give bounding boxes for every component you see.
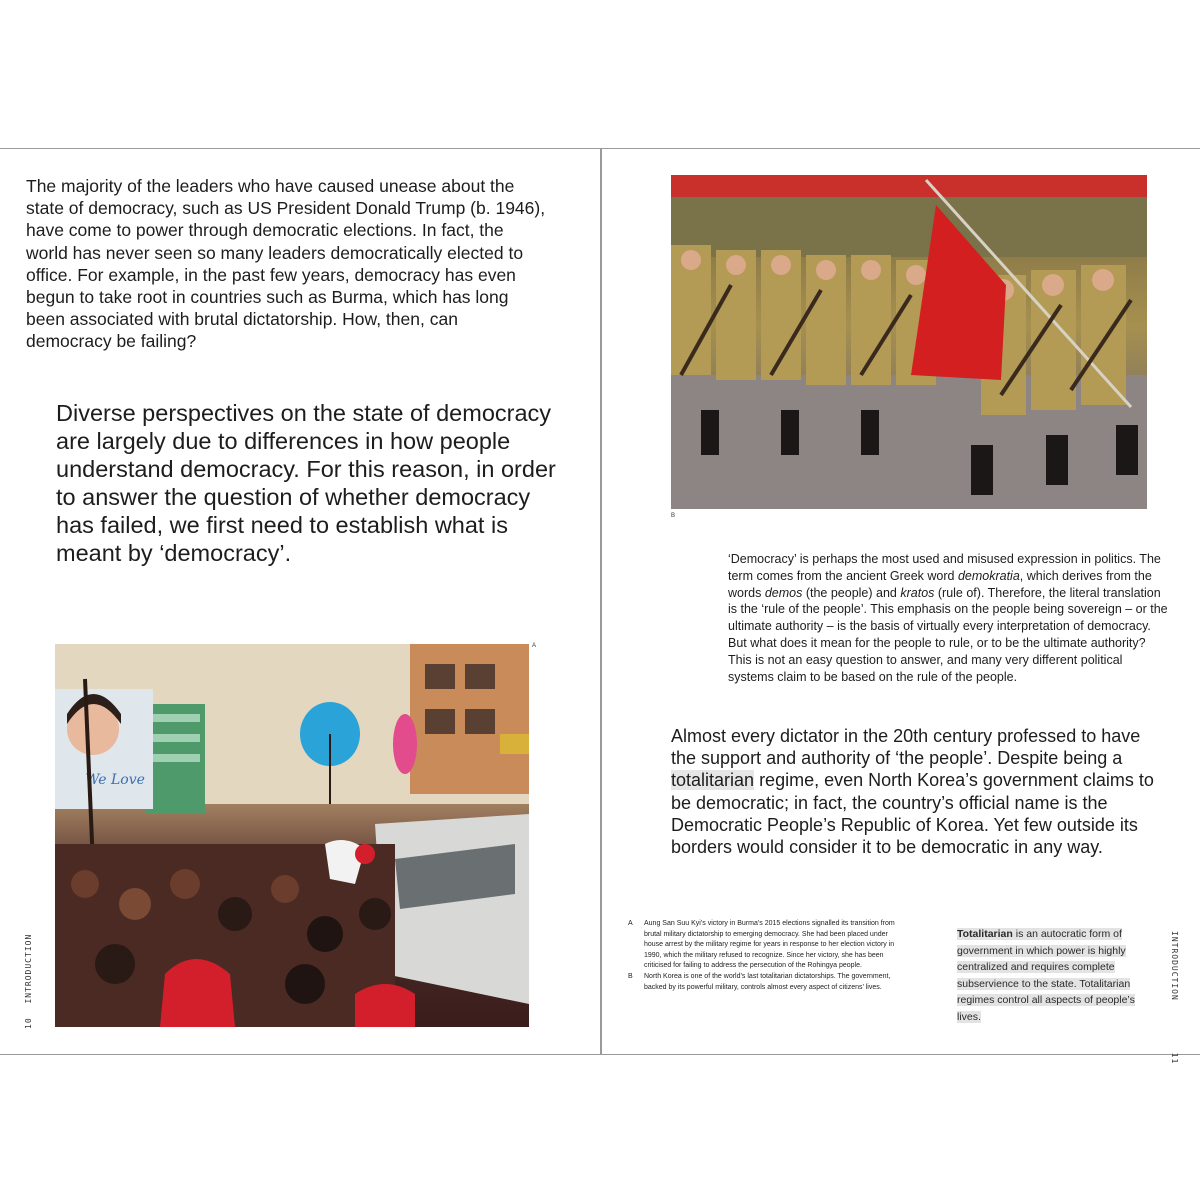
term-kratos: kratos xyxy=(900,585,935,600)
left-page xyxy=(0,149,602,1054)
photo-a-letter: A xyxy=(532,643,537,649)
pull-quote: Diverse perspectives on the state of democracy are largely due to differences in how people understand democracy. For this reason, in order to answer the question of whether democracy has failed, we first need to establish what is meant by ‘democracy’. xyxy=(56,400,556,566)
page-number-right: 11 xyxy=(1170,1052,1179,1065)
photo-north-korea-parade-illustration xyxy=(671,175,1147,509)
book-spread xyxy=(0,148,1200,1065)
photo-burma-rally-illustration xyxy=(55,644,529,1027)
definition-text: is an autocratic form of government in which power is highly centralized and requires complete subservience to the state. Totalitarian regimes control all aspects of people’s lives. xyxy=(957,928,1135,1023)
caption-a xyxy=(628,919,898,972)
running-head-left: INTRODUCTION xyxy=(24,933,33,1004)
term-demos: demos xyxy=(764,585,803,600)
body-segment-2: , which derives from the words xyxy=(728,568,1152,600)
term-demokratia: demokratia xyxy=(957,568,1020,583)
large-text-after: regime, even North Korea’s government claims to be democratic; in fact, the country’s official name is the Democratic People’s Republic of Korea. Yet few outside its borders would consider it to be democratic in any way. xyxy=(671,770,1154,858)
photo-captions xyxy=(628,919,898,993)
caption-a-letter: A xyxy=(628,920,633,927)
banner-text: We Love xyxy=(85,772,145,788)
body-segment-4: (rule of). Therefore, the literal translation is the ‘rule of the people’. This emphasis on the people being sovereign – or the ultimate authority – is the basis of virtually every interpretation of democracy. But what does it mean for the people to rule, or to be the ultimate authority? This is not an easy question to answer, and many very different political systems claim to be based on the rule of the people. xyxy=(728,585,1168,684)
photo-burma-rally xyxy=(55,644,529,1027)
right-page xyxy=(601,149,1200,1065)
folio-left xyxy=(24,934,33,1029)
left-body-text: The majority of the leaders who have caused unease about the state of democracy, such as US President Donald Trump (b. 1946), have come to power through democratic elections. In fact, the world has never seen so many leaders democratically elected to office. For example, in the past few years, democracy has even begun to take root in countries such as Burma, which has long been associated with brutal dictatorship. How, then, can democracy be failing? xyxy=(26,176,546,352)
large-text-before: Almost every dictator in the 20th century professed to have the support and authority of ‘the people’. Despite being a xyxy=(671,726,1141,769)
right-large-text xyxy=(671,725,1161,858)
body-segment-1: ‘Democracy’ is perhaps the most used and misused expression in politics. The term comes from the ancient Greek word xyxy=(728,552,1161,583)
photo-b-letter: B xyxy=(671,513,676,519)
glossary-link-totalitarian[interactable]: totalitarian xyxy=(671,770,755,791)
glossary-definition xyxy=(957,926,1147,1026)
caption-b-text: North Korea is one of the world’s last totalitarian dictatorships. The government, backed by its powerful military, controls almost every aspect of citizens’ lives. xyxy=(644,972,891,991)
caption-b xyxy=(628,972,898,993)
right-body-text xyxy=(728,551,1168,685)
definition-term: Totalitarian xyxy=(957,928,1013,940)
caption-a-text: Aung San Suu Kyi’s victory in Burma’s 2015 elections signalled its transition from brutal military dictatorship to emerging democracy. She had been placed under house arrest by the military regime for years in response to her election victory in 1990, which the military refused to recognize. Since her victory, she has been criticised for failing to address the persecution of the Rohingya people. xyxy=(644,920,895,970)
body-segment-3: (the people) and xyxy=(802,585,901,600)
folio-right xyxy=(1170,931,1179,1064)
photo-north-korea-parade xyxy=(671,175,1147,509)
page-number-left: 10 xyxy=(24,1017,33,1029)
caption-b-letter: B xyxy=(628,972,633,980)
running-head-right: INTRODUCTION xyxy=(1170,931,1179,1001)
